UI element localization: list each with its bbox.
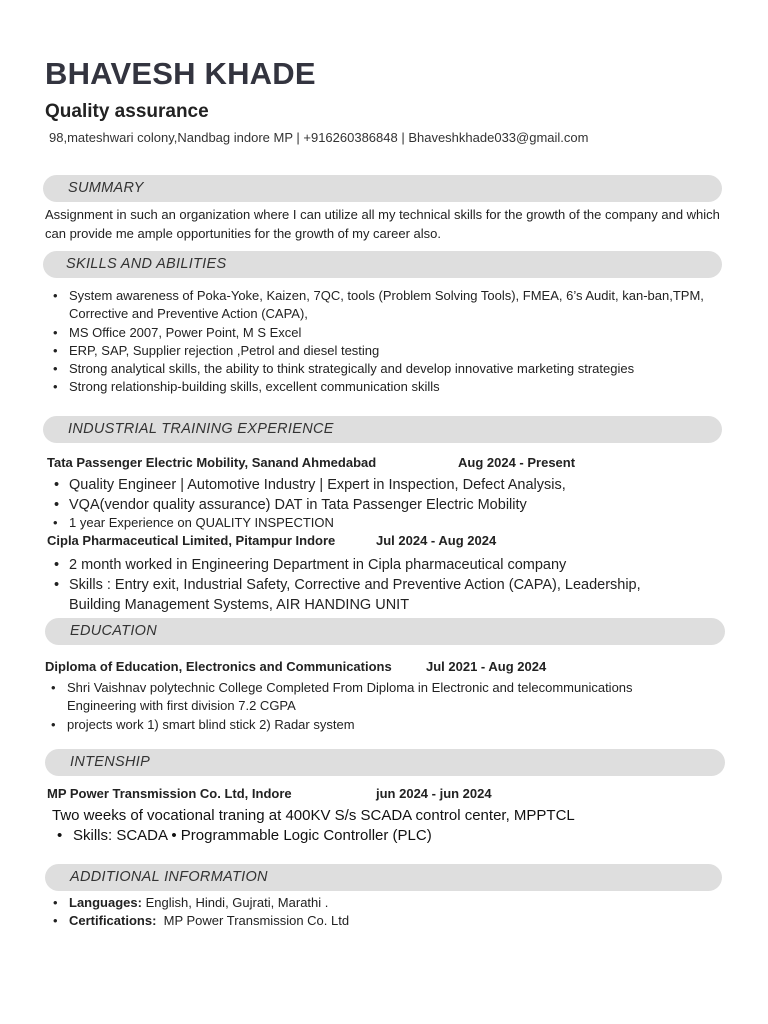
training-section-header <box>43 416 722 443</box>
internship-org: MP Power Transmission Co. Ltd, Indore <box>47 786 292 801</box>
list-item: • 2 month worked in Engineering Department in Cipla pharmaceutical company <box>45 555 685 575</box>
list-item: • Quality Engineer | Automotive Industry | Expert in Inspection, Defect Analysis, <box>45 475 725 495</box>
job-org: Tata Passenger Electric Mobility, Sanand Ahmedabad <box>47 455 377 470</box>
job-list <box>45 475 725 515</box>
skills-title: SKILLS AND ABILITIES <box>66 256 227 272</box>
list-item: • Strong analytical skills, the ability to think strategically and develop innovative marketing strategies <box>45 360 705 378</box>
summary-text: Assignment in such an organization where I can utilize all my technical skills for the growth of the company and which can provide me ample opportunities for the growth of my career also. <box>45 207 720 241</box>
list-item: • MS Office 2007, Power Point, M S Excel <box>45 324 705 342</box>
list-item: • Strong relationship-building skills, excellent communication skills <box>45 378 705 396</box>
education-section-header <box>45 618 725 645</box>
job-title: Quality assurance <box>45 101 209 122</box>
job-dates: Aug 2024 - Present <box>458 455 576 470</box>
additional-section-header <box>45 864 722 891</box>
contact-line: 98,mateshwari colony,Nandbag indore MP | +916260386848 | Bhaveshkhade033@gmail.com <box>49 130 589 145</box>
list-item <box>45 894 705 912</box>
list-item: • Skills: SCADA • Programmable Logic Controller (PLC) <box>49 827 709 844</box>
additional-title: ADDITIONAL INFORMATION <box>70 869 268 885</box>
internship-section-header <box>45 749 725 776</box>
summary-section-header <box>43 175 722 202</box>
list-item: • VQA(vendor quality assurance) DAT in Tata Passenger Electric Mobility <box>45 495 725 515</box>
internship-title: INTENSHIP <box>70 754 151 770</box>
additional-list <box>45 894 705 931</box>
internship-skills-list <box>49 827 709 844</box>
list-item: • System awareness of Poka-Yoke, Kaizen, 7QC, tools (Problem Solving Tools), FMEA, 6’s Audit, kan-ban,TPM, Corrective and Preventive Action (CAPA), <box>45 287 705 324</box>
job-list <box>45 555 685 615</box>
list-item: • projects work 1) smart blind stick 2) Radar system <box>43 716 693 734</box>
education-title: EDUCATION <box>70 623 158 639</box>
list-item: • ERP, SAP, Supplier rejection ,Petrol and diesel testing <box>45 342 705 360</box>
degree: Diploma of Education, Electronics and Communications <box>45 659 392 674</box>
summary-title: SUMMARY <box>68 180 144 196</box>
certifications-label: Certifications: <box>69 913 157 929</box>
languages-value: English, Hindi, Gujrati, Marathi . <box>141 895 329 910</box>
internship-dates: jun 2024 - jun 2024 <box>376 786 492 801</box>
education-dates: Jul 2021 - Aug 2024 <box>426 659 547 674</box>
certifications-value: MP Power Transmission Co. Ltd <box>156 913 350 929</box>
list-item <box>45 912 705 930</box>
languages-label: Languages: <box>69 895 142 910</box>
job-org: Cipla Pharmaceutical Limited, Pitampur Indore <box>47 533 336 548</box>
training-title: INDUSTRIAL TRAINING EXPERIENCE <box>68 421 334 437</box>
list-item: • Shri Vaishnav polytechnic College Completed From Diploma in Electronic and telecommunications Engineering with first division 7.2 CGPA <box>43 679 693 716</box>
skills-list <box>45 287 705 397</box>
skills-section-header <box>43 251 722 278</box>
job-small-list <box>45 514 725 532</box>
job-dates: Jul 2024 - Aug 2024 <box>376 533 497 548</box>
internship-description: Two weeks of vocational traning at 400KV S/s SCADA control center, MPPTCL <box>52 807 575 824</box>
list-item: • Skills : Entry exit, Industrial Safety, Corrective and Preventive Action (CAPA), Leadership, Building Management Systems, AIR HANDING UNIT <box>45 575 685 615</box>
candidate-name: BHAVESH KHADE <box>45 56 316 91</box>
education-list <box>43 679 693 734</box>
list-item: • 1 year Experience on QUALITY INSPECTION <box>45 514 725 532</box>
